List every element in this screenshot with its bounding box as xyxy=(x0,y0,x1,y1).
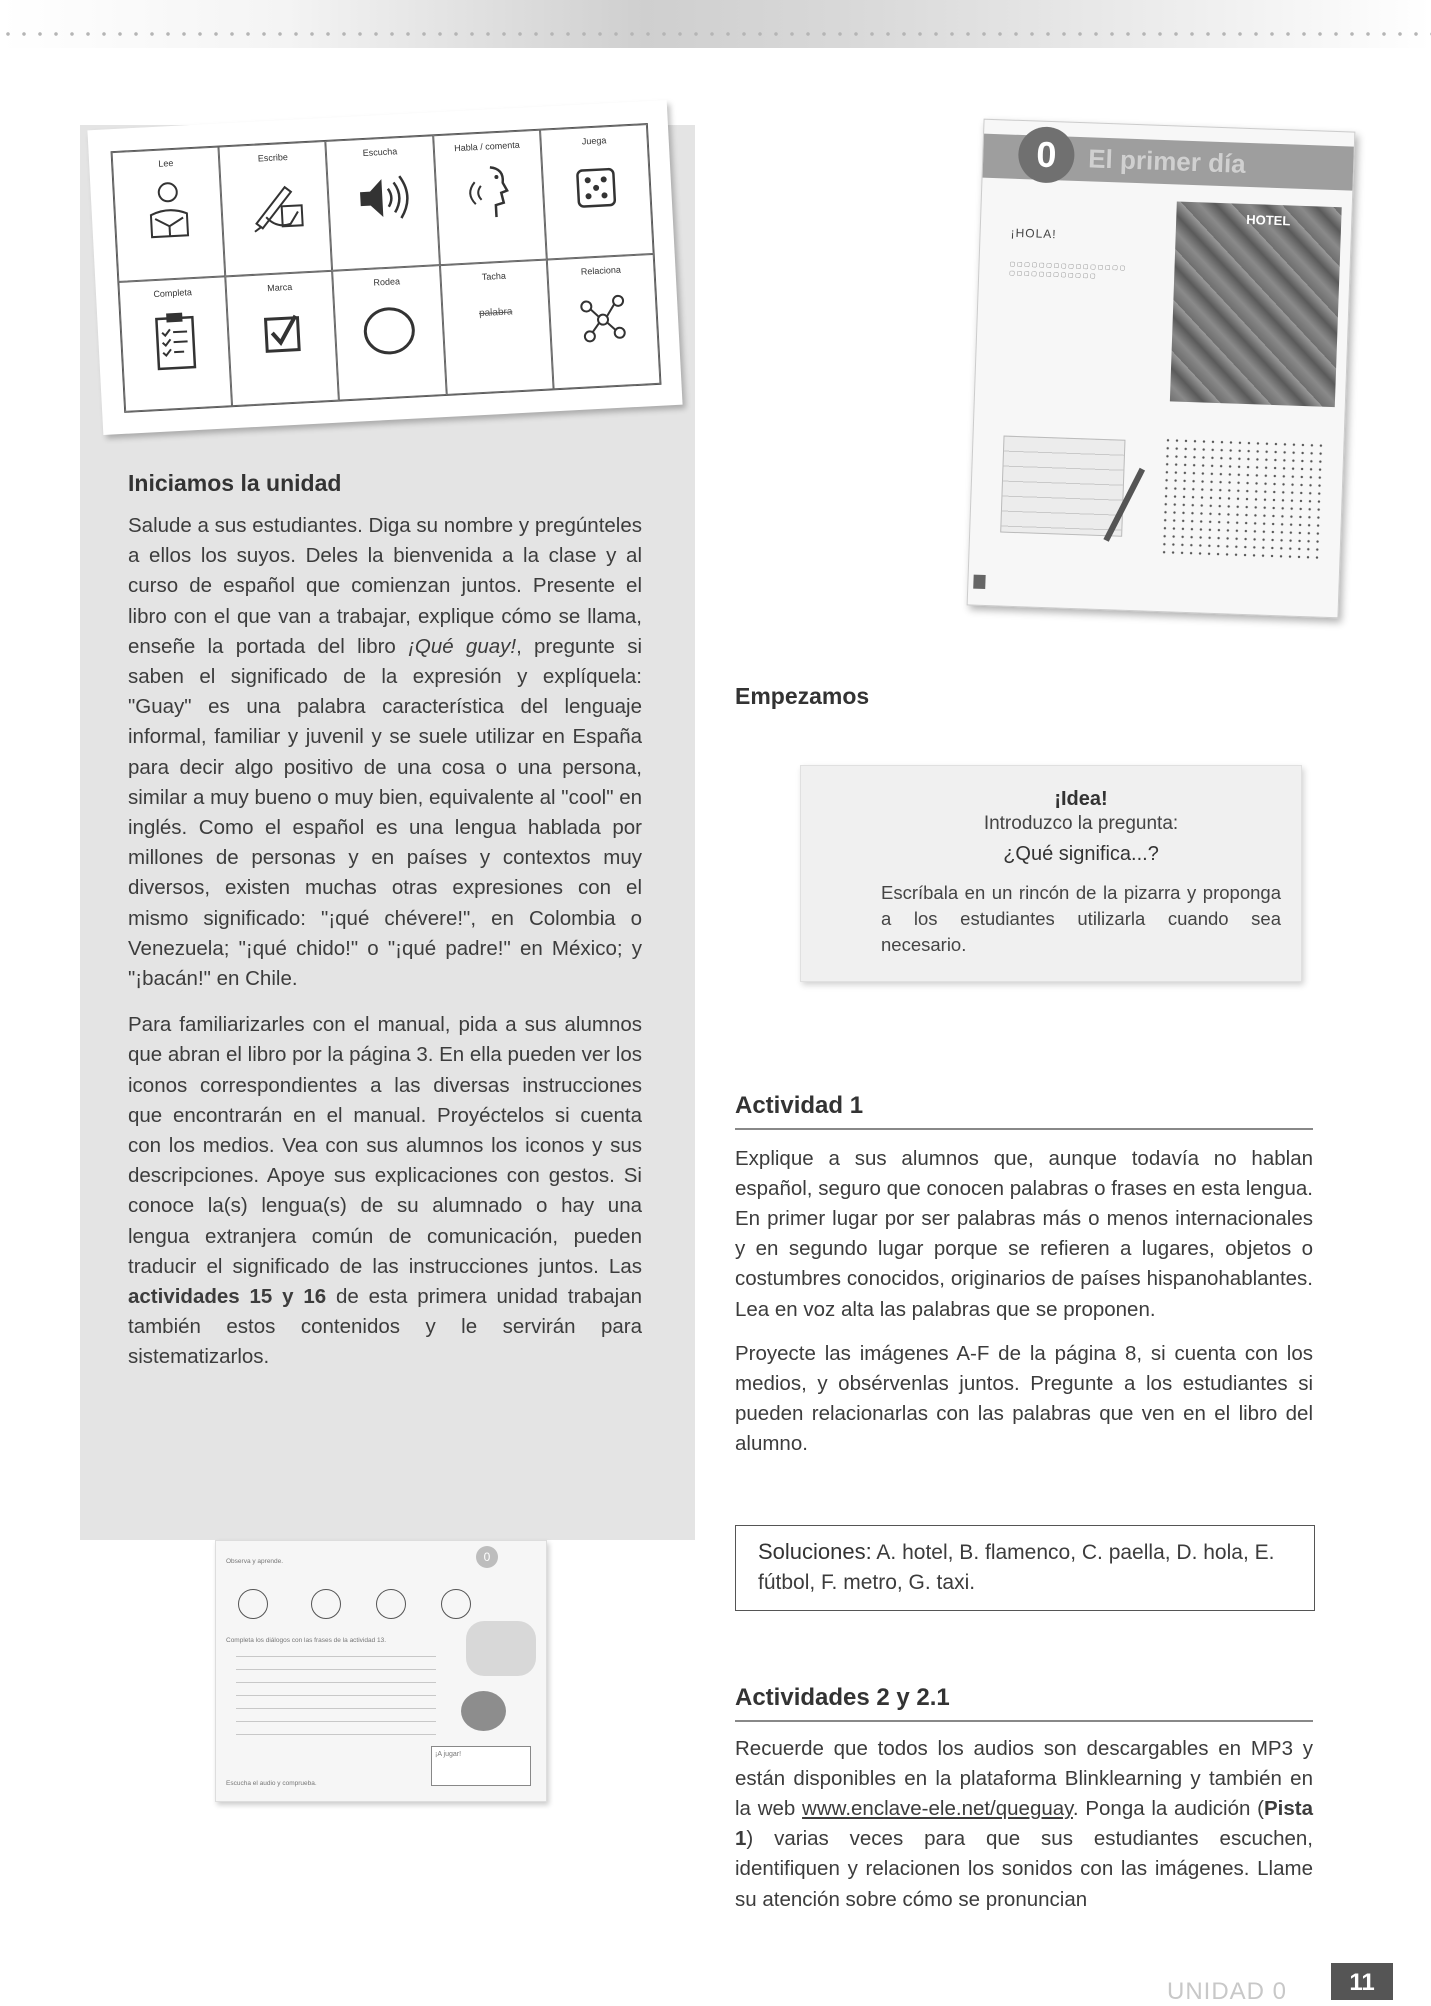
icon-label: Escribe xyxy=(257,151,289,164)
book-circle-icon xyxy=(441,1589,471,1619)
checkbox-icon xyxy=(253,301,312,366)
icon-label: Habla / comenta xyxy=(454,139,520,154)
dotted-rule xyxy=(0,30,1431,38)
worksheet-line xyxy=(236,1708,436,1709)
website-link[interactable]: www.enclave-ele.net/queguay xyxy=(802,1796,1073,1820)
worksheet-instruction: Completa los diálogos con las frases de la actividad 13. xyxy=(226,1637,387,1644)
page-number: 11 xyxy=(1331,1963,1393,2000)
icon-label: Relaciona xyxy=(580,264,622,277)
paragraph-manual xyxy=(128,1010,642,1372)
writing-hand-icon xyxy=(244,171,307,236)
hotel-sign: HOTEL xyxy=(1245,211,1291,229)
text-run: ) varias veces para que sus estudiantes escuchen, identifiquen y relacionen los sonidos con las imágenes. Llame su atención sobre cómo se pronuncian xyxy=(735,1827,1313,1911)
connections-icon xyxy=(572,284,635,349)
bold-run: actividades 15 y 16 xyxy=(128,1285,327,1309)
activity-1-section xyxy=(735,1092,1313,1460)
bold-run: Pista 1 xyxy=(735,1796,1313,1851)
worksheet-unit-badge: 0 xyxy=(476,1546,498,1568)
icon-label: Marca xyxy=(266,281,293,294)
speech-bubble xyxy=(466,1621,536,1676)
pencil-circle-icon xyxy=(238,1589,268,1619)
worksheet-line xyxy=(236,1721,436,1722)
worksheet-instruction: Observa y aprende. xyxy=(226,1558,284,1565)
solutions-values: A. hotel, B. flamenco, C. paella, D. hola, E. fútbol, F. metro, G. taxi. xyxy=(758,1541,1275,1594)
exercise-lines: ▢ ▢ ▢ ▢ ▢ ▢ ▢ ▢ ▢ ▢ ▢ ▢ ▢ ▢ ▢ ▢ ▢ ▢ ▢ ▢ ▢ ▢ ▢ ▢ ▢ ▢ ▢ ▢ xyxy=(1009,261,1126,280)
worksheet-line xyxy=(236,1669,436,1670)
book-greeting: ¡HOLA! xyxy=(1010,225,1057,242)
mini-page-number xyxy=(973,575,985,589)
text-run: Para familiarizarles con el manual, pida a sus alumnos que abran el libro por la página 3. En ella pueden ver los iconos correspondientes a las diversas instrucciones que encontrarán en el manual. Proyéctelos si cuenta con los medios. Vea con sus alumnos los iconos y sus descripciones. Apoye sus explicaciones con gestos. Si conoce la(s) lengua(s) de su alumnado o hay una lengua extranjera común de comunicación, pueden traducir el significado de las instrucciones juntos. Las xyxy=(128,1013,642,1278)
question-circle-icon xyxy=(376,1589,406,1619)
idea-body: Escríbala en un rincón de la pizarra y proponga a los estudiantes utilizarla cuando sea necesario. xyxy=(881,882,1281,955)
worksheet-line xyxy=(236,1682,436,1683)
icon-cell-play xyxy=(540,124,654,259)
activity-1-paragraph-2: Proyecte las imágenes A-F de la página 8, si cuenta con los medios, y obsérvenlas juntos. Pregunte a los estudiantes si pueden relacionarlas con las palabras que ven en el libro del alumno. xyxy=(735,1341,1313,1456)
paragraph-intro xyxy=(128,511,642,994)
text-run: Recuerde que todos los audios son descargables en MP3 y están disponibles en la plataforma Blinklearning y también en la web xyxy=(735,1736,1313,1820)
icon-cell-write xyxy=(219,141,333,276)
idea-content xyxy=(881,788,1281,958)
text-run: , pregunte si saben el significado de la expresión y explíquela: "Guay" es una palabra característica del lenguaje informal, familiar y juvenil y se suele utilizar en España para decir algo positivo de una cosa o una persona, similar a muy bueno o muy bien, equivalente al "cool" en inglés. Como el español es una lengua hablada por millones de personas y en países y contextos muy diversos, existen muchas otras expresiones con el mismo significado: "¡qué chévere!", en Colombia o Venezuela; "¡qué chido!" o "¡qué padre!" en México; y "¡bacán!" en Chile. xyxy=(128,634,643,991)
text-run: . Ponga la audición ( xyxy=(1072,1796,1264,1820)
worksheet-thumbnail xyxy=(215,1540,547,1802)
icon-label: Completa xyxy=(153,287,193,300)
ear-circle-icon xyxy=(311,1589,341,1619)
icon-cell-read xyxy=(112,147,226,282)
heading-rule xyxy=(735,1720,1313,1722)
top-banner xyxy=(0,0,1431,48)
book-unit-title: El primer día xyxy=(1087,143,1247,179)
icon-label: Escucha xyxy=(362,146,398,159)
footer-unit-label: UNIDAD 0 xyxy=(1167,1978,1288,2005)
idea-question: ¿Qué significa...? xyxy=(1003,843,1159,865)
section-heading-empezamos: Empezamos xyxy=(735,683,870,709)
icon-label: Tacha xyxy=(481,270,507,282)
solutions-box xyxy=(735,1525,1315,1611)
reading-person-icon xyxy=(139,177,198,242)
icon-label: Lee xyxy=(158,157,174,169)
worksheet-line xyxy=(236,1695,436,1696)
crossed-word: palabra xyxy=(478,306,513,320)
icon-cell-listen xyxy=(326,135,440,270)
circle-icon xyxy=(358,295,421,360)
idea-intro: Introduzco la pregunta: xyxy=(983,813,1179,834)
game-box: ¡A jugar! xyxy=(431,1746,531,1786)
monster-mascot xyxy=(461,1691,506,1731)
section-heading-actividad-1: Actividad 1 xyxy=(735,1092,864,1119)
idea-title: ¡Idea! xyxy=(1054,788,1108,810)
activity-2-paragraph xyxy=(735,1734,1313,1915)
dice-icon xyxy=(565,154,628,219)
icon-cell-cross-out xyxy=(440,260,554,395)
solutions-label: Soluciones: xyxy=(758,1539,872,1564)
activity-2-section xyxy=(735,1684,1313,1915)
icon-label: Rodea xyxy=(373,276,401,288)
worksheet-instruction: Escucha el audio y comprueba. xyxy=(226,1780,317,1787)
section-heading-iniciamos: Iniciamos la unidad xyxy=(128,470,342,496)
unit-number-badge: 0 xyxy=(1017,126,1075,184)
speaker-icon xyxy=(351,166,414,231)
notepad-image xyxy=(1000,436,1125,537)
icon-cell-speak xyxy=(433,130,547,265)
section-heading-actividades-2: Actividades 2 y 2.1 xyxy=(735,1684,950,1711)
icon-label: Juega xyxy=(581,135,607,147)
activity-1-paragraph-1: Explique a sus alumnos que, aunque todavía no hablan español, seguro que conocen palabras o frases en esta lengua. En primer lugar por ser palabras más o menos internacionales y en segundo lugar porque se refieren a lugares, objetos o costumbres conocidos, originarios de países hispanohablantes. Lea en voz alta las palabras que se proponen. xyxy=(735,1146,1313,1321)
icon-cell-mark xyxy=(225,271,339,406)
speaking-face-icon xyxy=(458,160,521,225)
text-run: Salude a sus estudiantes. Diga su nombre y pregúnteles a ellos los suyos. Deles la bienvenida a la clase y al curso de español que comienzan juntos. Presente el libro con el que van a trabajar, explique cómo se llama, enseñe la portada del libro xyxy=(128,514,642,658)
idea-tip-card xyxy=(800,765,1302,982)
worksheet-line xyxy=(236,1734,436,1735)
heading-rule xyxy=(735,1128,1313,1130)
text-run: de esta primera unidad trabajan también estos contenidos y le servirán para sistematizarlos. xyxy=(128,1285,642,1369)
instruction-icons-card xyxy=(87,100,682,435)
photo-collage xyxy=(1170,201,1342,407)
clipboard-checklist-icon xyxy=(145,307,204,376)
book-title-italic: ¡Qué guay! xyxy=(408,634,517,658)
icon-cell-relate xyxy=(547,254,661,389)
solutions-text xyxy=(758,1537,1293,1598)
word-search-grid xyxy=(1159,436,1323,562)
icon-cell-complete xyxy=(118,276,232,411)
worksheet-line xyxy=(236,1656,436,1657)
left-text-block xyxy=(128,470,642,1373)
icon-cell-circle xyxy=(332,265,446,400)
book-page-preview xyxy=(967,119,1356,619)
